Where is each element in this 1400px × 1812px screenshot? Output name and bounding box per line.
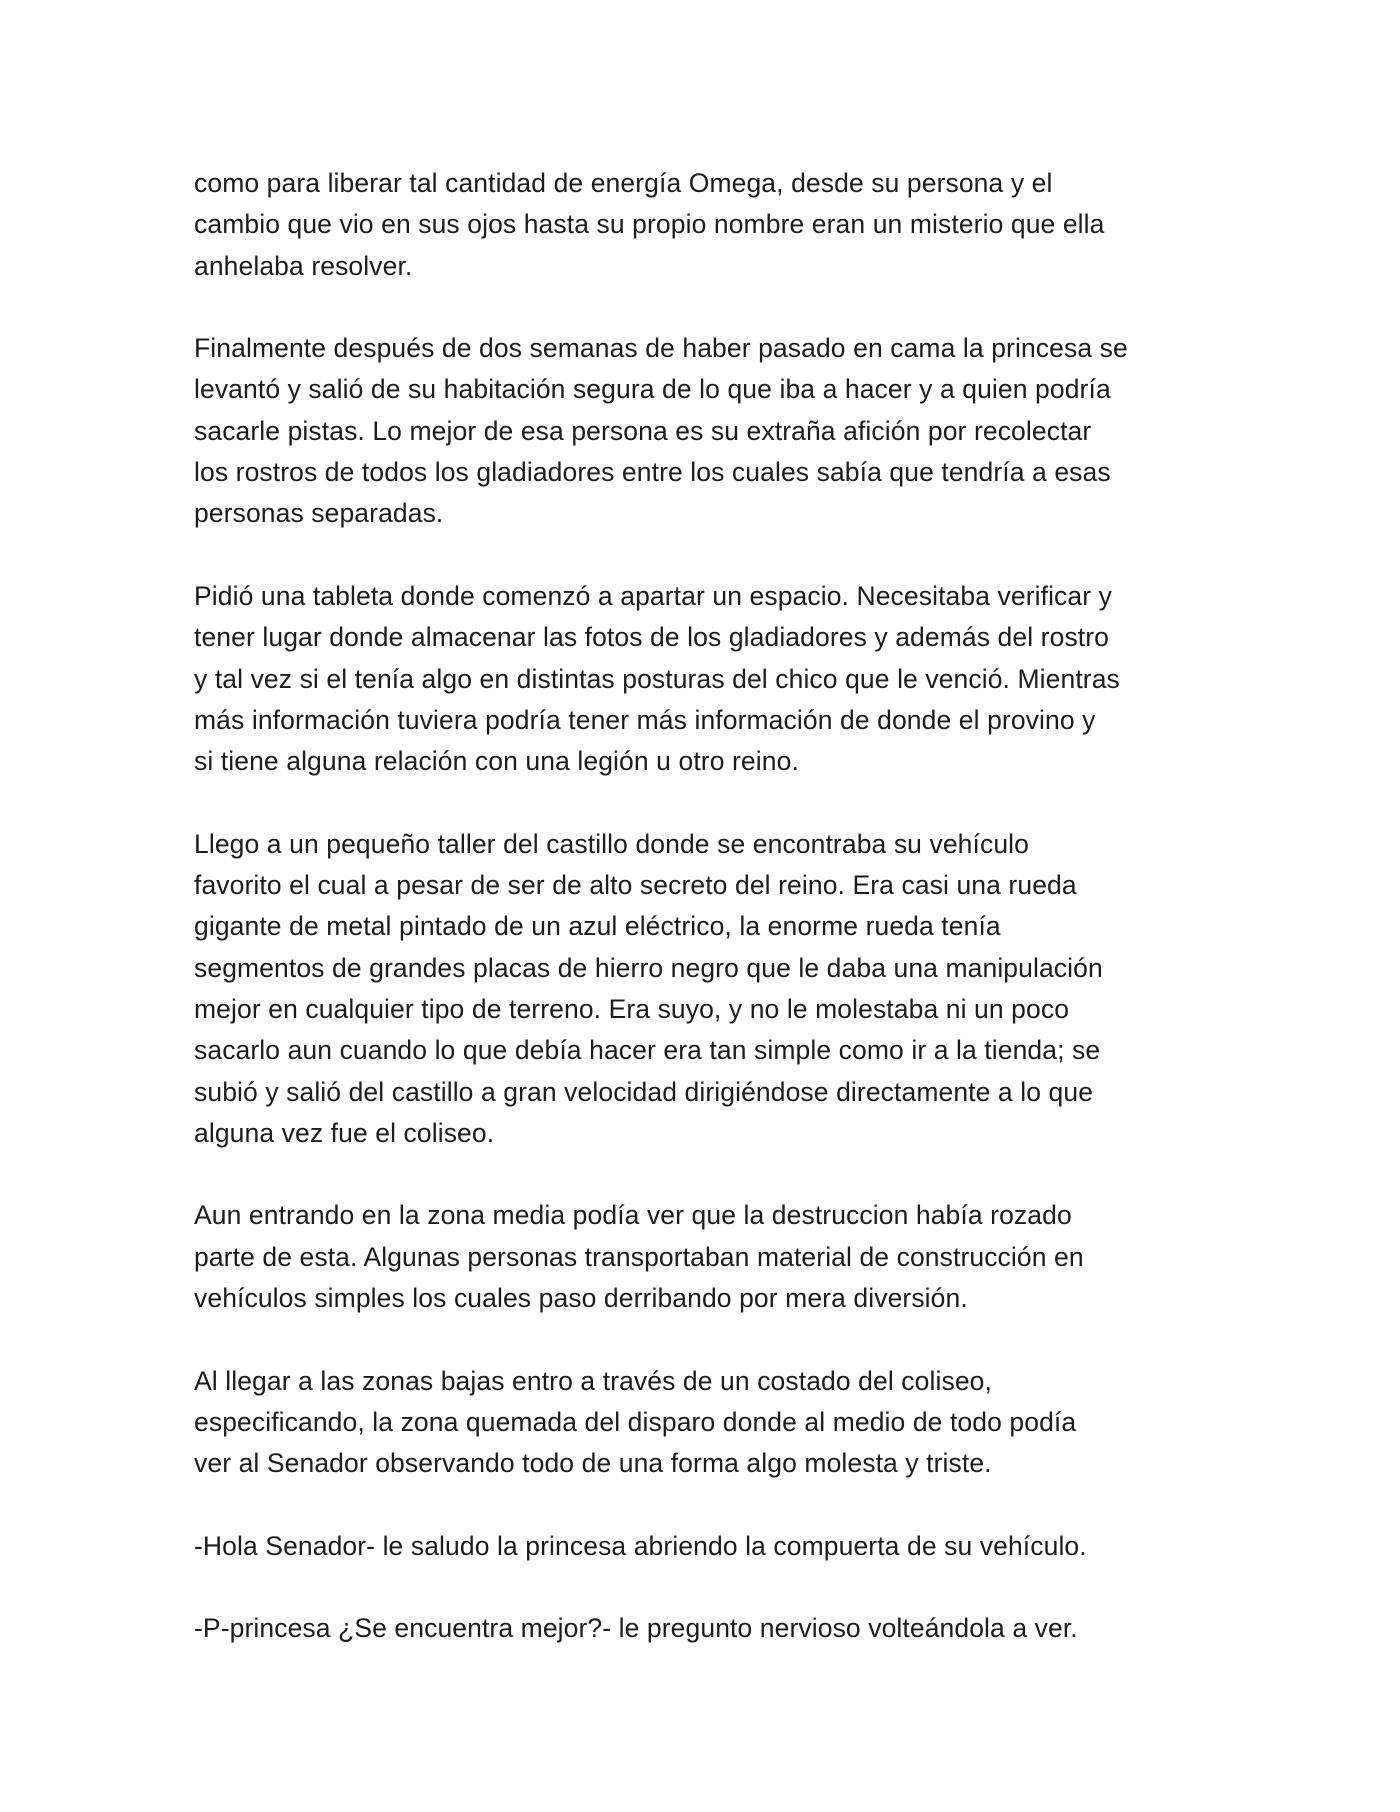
text-line: alguna vez fue el coliseo. xyxy=(194,1117,495,1148)
dialogue-line xyxy=(194,1526,1234,1567)
text-line: -Hola Senador- le saludo la princesa abriendo la compuerta de su vehículo. xyxy=(194,1530,1087,1561)
paragraph xyxy=(194,1195,1234,1319)
paragraph xyxy=(194,328,1234,534)
text-line: Llego a un pequeño taller del castillo donde se encontraba su vehículo xyxy=(194,828,1029,859)
text-line: Pidió una tableta donde comenzó a apartar un espacio. Necesitaba verificar y xyxy=(194,580,1112,611)
paragraph xyxy=(194,163,1234,287)
text-line: personas separadas. xyxy=(194,498,444,529)
paragraph xyxy=(194,576,1234,782)
text-line: Aun entrando en la zona media podía ver que la destruccion había rozado xyxy=(194,1200,1072,1231)
text-line: sacarlo aun cuando lo que debía hacer era tan simple como ir a la tienda; se xyxy=(194,1035,1101,1066)
text-line: tener lugar donde almacenar las fotos de los gladiadores y además del rostro xyxy=(194,622,1110,653)
text-line: mejor en cualquier tipo de terreno. Era suyo, y no le molestaba ni un poco xyxy=(194,993,1070,1024)
text-line: sacarle pistas. Lo mejor de esa persona es su extraña afición por recolectar xyxy=(194,415,1092,446)
text-line: subió y salió del castillo a gran velocidad dirigiéndose directamente a lo que xyxy=(194,1076,1094,1107)
text-line: Finalmente después de dos semanas de haber pasado en cama la princesa se xyxy=(194,333,1128,364)
text-line: levantó y salió de su habitación segura de lo que iba a hacer y a quien podría xyxy=(194,374,1111,405)
text-line: más información tuviera podría tener más información de donde el provino y xyxy=(194,704,1096,735)
text-line: como para liberar tal cantidad de energía Omega, desde su persona y el xyxy=(194,168,1053,198)
text-line: favorito el cual a pesar de ser de alto secreto del reino. Era casi una rueda xyxy=(194,870,1077,901)
document-body xyxy=(194,163,1234,1650)
text-line: Al llegar a las zonas bajas entro a través de un costado del coliseo, xyxy=(194,1365,992,1396)
text-line: parte de esta. Algunas personas transportaban material de construcción en xyxy=(194,1241,1084,1272)
text-line: gigante de metal pintado de un azul eléctrico, la enorme rueda tenía xyxy=(194,911,1001,942)
paragraph xyxy=(194,824,1234,1154)
text-line: cambio que vio en sus ojos hasta su propio nombre eran un misterio que ella xyxy=(194,209,1105,240)
paragraph xyxy=(194,1361,1234,1485)
text-line: segmentos de grandes placas de hierro negro que le daba una manipulación xyxy=(194,952,1103,983)
text-line: especificando, la zona quemada del disparo donde al medio de todo podía xyxy=(194,1406,1077,1437)
text-line: vehículos simples los cuales paso derribando por mera diversión. xyxy=(194,1283,968,1314)
text-line: -P-princesa ¿Se encuentra mejor?- le pregunto nervioso volteándola a ver. xyxy=(194,1613,1078,1644)
text-line: y tal vez si el tenía algo en distintas posturas del chico que le venció. Mientras xyxy=(194,663,1120,694)
text-line: los rostros de todos los gladiadores entre los cuales sabía que tendría a esas xyxy=(194,457,1111,488)
text-line: anhelaba resolver. xyxy=(194,250,413,281)
dialogue-line xyxy=(194,1608,1234,1649)
text-line: si tiene alguna relación con una legión u otro reino. xyxy=(194,746,799,777)
text-line: ver al Senador observando todo de una forma algo molesta y triste. xyxy=(194,1448,992,1479)
